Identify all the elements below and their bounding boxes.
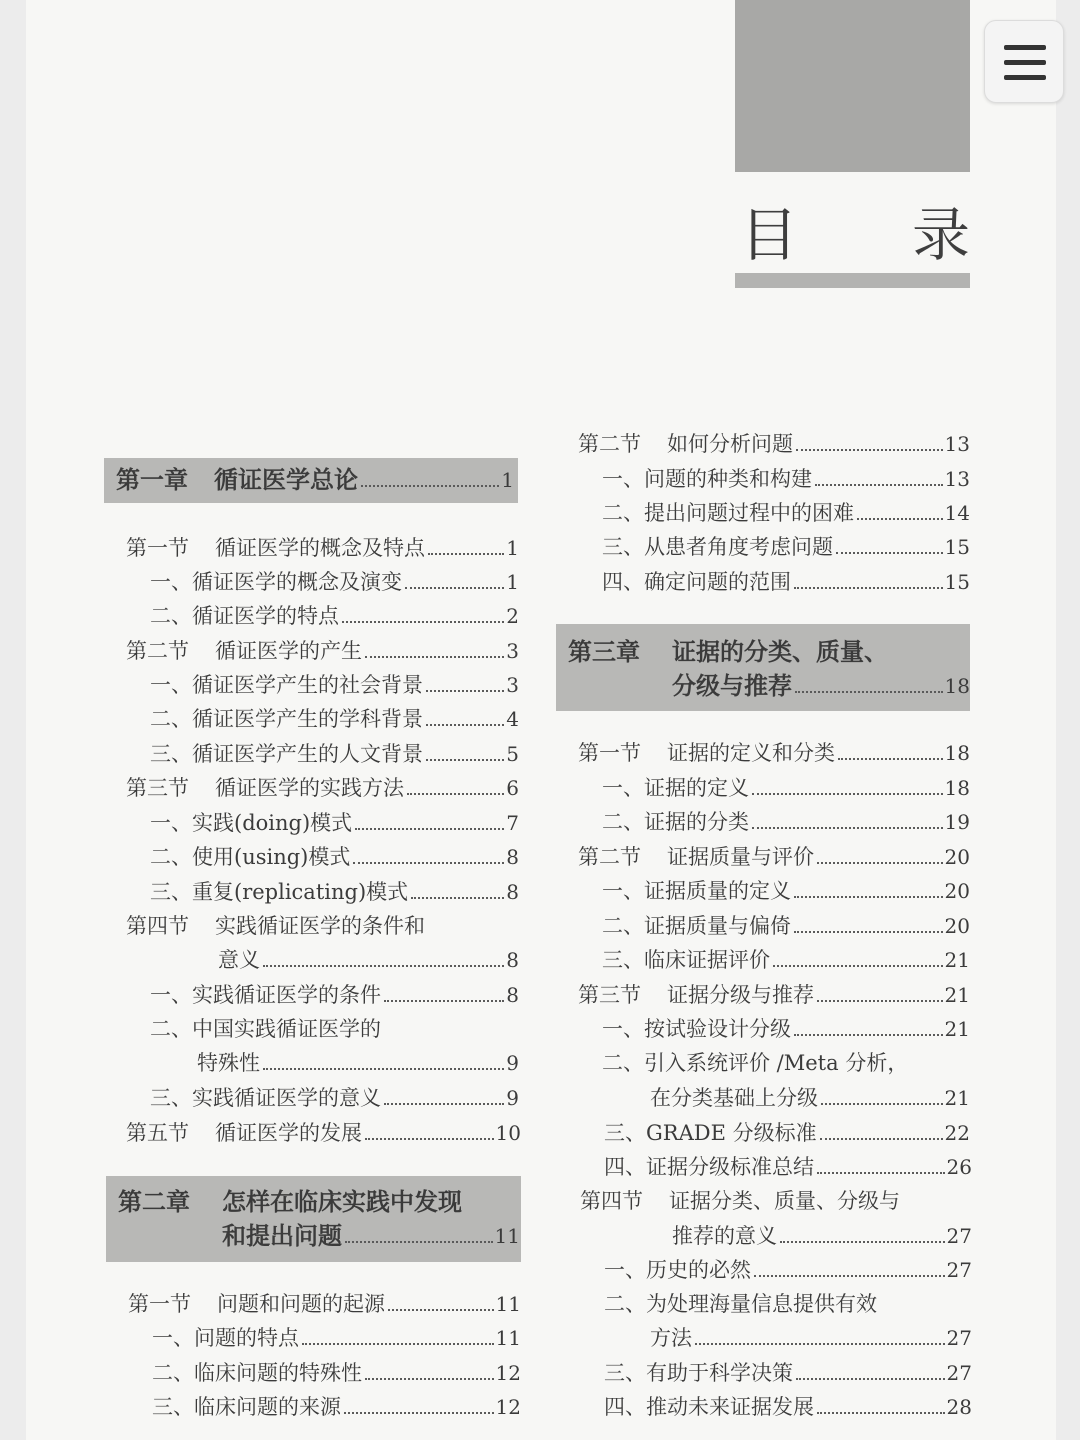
- toc-item[interactable]: [602, 566, 970, 598]
- page-number: 21: [944, 1086, 970, 1110]
- leader-dots: [817, 862, 943, 864]
- toc-item[interactable]: [150, 841, 519, 873]
- item-title: 一、问题的特点: [152, 1326, 299, 1350]
- leader-dots: [780, 1241, 945, 1243]
- leader-dots: [796, 449, 943, 451]
- section-title: 证据质量与评价: [667, 845, 814, 869]
- section-number: 第五节: [126, 1121, 189, 1145]
- toc-section[interactable]: [126, 910, 519, 942]
- section-title-line2: 推荐的意义: [672, 1224, 777, 1248]
- toc-item[interactable]: [602, 531, 970, 563]
- leader-dots: [773, 965, 943, 967]
- toc-item[interactable]: [602, 1047, 970, 1079]
- section-title-line2: 意义: [218, 948, 260, 972]
- toc-item[interactable]: [602, 806, 970, 838]
- section-title-line1: 证据分类、质量、分级与: [669, 1189, 900, 1213]
- page-number: 11: [494, 1224, 520, 1248]
- leader-dots: [388, 1309, 494, 1311]
- item-title: 一、循证医学产生的社会背景: [150, 673, 423, 697]
- item-title: 三、有助于科学决策: [604, 1361, 793, 1385]
- leader-dots: [365, 656, 504, 658]
- toc-item[interactable]: [150, 738, 519, 770]
- leader-dots: [794, 931, 943, 933]
- item-title: 四、证据分级标准总结: [604, 1155, 814, 1179]
- leader-dots: [796, 1378, 945, 1380]
- leader-dots: [752, 827, 943, 829]
- toc-item[interactable]: [150, 703, 519, 735]
- item-title-line1: 二、中国实践循证医学的: [150, 1017, 381, 1041]
- toc-section-cont[interactable]: [218, 944, 519, 976]
- item-title: 三、临床问题的来源: [152, 1395, 341, 1419]
- page-number: 7: [506, 811, 519, 835]
- leader-dots: [695, 1343, 945, 1345]
- section-number: 第四节: [580, 1189, 643, 1213]
- item-title: 三、临床证据评价: [602, 948, 770, 972]
- toc-section[interactable]: [126, 532, 519, 564]
- section-title-line1: 实践循证医学的条件和: [215, 914, 425, 938]
- leader-dots: [821, 1103, 943, 1105]
- item-title: 二、证据的分类: [602, 810, 749, 834]
- toc-section-cont[interactable]: [672, 1220, 972, 1252]
- item-title: 一、实践循证医学的条件: [150, 983, 381, 1007]
- item-title: 一、按试验设计分级: [602, 1017, 791, 1041]
- page-number: 18: [944, 741, 970, 765]
- section-number: 第四节: [126, 914, 189, 938]
- page-number: 1: [506, 536, 519, 560]
- section-number: 第二节: [578, 432, 641, 456]
- toc-item[interactable]: [604, 1254, 972, 1286]
- toc-item[interactable]: [602, 875, 970, 907]
- section-number: 第二节: [126, 639, 189, 663]
- section-title: 循证医学的实践方法: [215, 776, 404, 800]
- leader-dots: [344, 1412, 494, 1414]
- chapter-2-banner[interactable]: [106, 1176, 521, 1262]
- toc-section[interactable]: [126, 635, 519, 667]
- page-number: 3: [506, 673, 519, 697]
- page-number: 21: [944, 983, 970, 1007]
- item-title: 二、证据质量与偏倚: [602, 914, 791, 938]
- leader-dots: [355, 828, 504, 830]
- section-title: 循证医学的发展: [215, 1121, 362, 1145]
- leader-dots: [263, 1068, 504, 1070]
- leader-dots: [426, 724, 504, 726]
- leader-dots: [820, 1138, 943, 1140]
- leader-dots: [428, 553, 504, 555]
- toc-item[interactable]: [152, 1357, 521, 1389]
- page-number: 20: [944, 879, 970, 903]
- item-title-line1: 二、引入系统评价 /Meta 分析，: [602, 1051, 909, 1075]
- toc-item[interactable]: [152, 1322, 521, 1354]
- leader-dots: [857, 518, 943, 520]
- item-title: 三、重复(replicating)模式: [150, 880, 409, 904]
- page-number: 19: [944, 810, 970, 834]
- hamburger-icon-line: [1004, 60, 1046, 65]
- leader-dots: [817, 1000, 943, 1002]
- item-title: 二、提出问题过程中的困难: [602, 501, 854, 525]
- leader-dots: [405, 587, 504, 589]
- chapter-number: 第三章: [568, 637, 640, 666]
- leader-dots: [815, 484, 943, 486]
- toc-section[interactable]: [578, 841, 970, 873]
- section-number: 第一节: [128, 1292, 191, 1316]
- hamburger-icon-line: [1004, 75, 1046, 80]
- item-title: 二、循证医学的特点: [150, 604, 339, 628]
- chapter-title: 循证医学总论: [214, 465, 358, 494]
- toc-item[interactable]: [602, 944, 970, 976]
- leader-dots: [426, 759, 504, 761]
- item-title: 四、推动未来证据发展: [604, 1395, 814, 1419]
- leader-dots: [817, 1172, 945, 1174]
- page-number: 8: [506, 845, 519, 869]
- page-number: 21: [944, 948, 970, 972]
- toc-item[interactable]: [602, 772, 970, 804]
- page-number: 22: [944, 1121, 970, 1145]
- page-number: 14: [944, 501, 970, 525]
- page-number: 18: [944, 776, 970, 800]
- item-title: 一、历史的必然: [604, 1258, 751, 1282]
- page-number: 8: [506, 948, 519, 972]
- leader-dots: [345, 1241, 493, 1243]
- leader-dots: [342, 621, 504, 623]
- toc-item[interactable]: [150, 566, 519, 598]
- page-number: 27: [946, 1224, 972, 1248]
- section-number: 第一节: [578, 741, 641, 765]
- page-number: 26: [946, 1155, 972, 1179]
- section-title: 如何分析问题: [667, 432, 793, 456]
- toc-item[interactable]: [604, 1357, 972, 1389]
- chapter-title-line1: 怎样在临床实践中发现: [222, 1187, 462, 1216]
- toc-section[interactable]: [126, 772, 519, 804]
- page-number: 13: [944, 467, 970, 491]
- item-title: 二、使用(using)模式: [150, 845, 351, 869]
- leader-dots: [752, 793, 943, 795]
- leader-dots: [361, 485, 499, 487]
- leader-dots: [353, 862, 504, 864]
- page-number: 4: [506, 707, 519, 731]
- chapter-number: 第一章: [116, 465, 188, 494]
- page-number: 13: [944, 432, 970, 456]
- leader-dots: [836, 552, 943, 554]
- leader-dots: [384, 1000, 504, 1002]
- toc-item[interactable]: [602, 497, 970, 529]
- leader-dots: [795, 691, 943, 693]
- section-number: 第三节: [126, 776, 189, 800]
- page-number: 2: [506, 604, 519, 628]
- toc-item[interactable]: [150, 669, 519, 701]
- page-number: 10: [495, 1121, 521, 1145]
- header-decoration-block: [735, 0, 970, 172]
- page-title-char-1: 目: [740, 201, 799, 269]
- page-number: 9: [506, 1051, 519, 1075]
- page-number: 5: [506, 742, 519, 766]
- leader-dots: [754, 1275, 945, 1277]
- page-number: 28: [946, 1395, 972, 1419]
- page-number: 6: [506, 776, 519, 800]
- hamburger-icon-line: [1004, 45, 1046, 50]
- section-number: 第三节: [578, 983, 641, 1007]
- chapter-title-line2: 分级与推荐: [672, 671, 792, 700]
- item-title: 三、循证医学产生的人文背景: [150, 742, 423, 766]
- page-number: 11: [495, 1292, 521, 1316]
- page-number: 1: [501, 468, 514, 492]
- page-number: 15: [944, 570, 970, 594]
- toc-item-cont[interactable]: [650, 1082, 970, 1114]
- page-number: 8: [506, 983, 519, 1007]
- leader-dots: [407, 793, 504, 795]
- leader-dots: [794, 896, 943, 898]
- item-title: 一、实践(doing)模式: [150, 811, 353, 835]
- chapter-number: 第二章: [118, 1187, 190, 1216]
- item-title-line2: 在分类基础上分级: [650, 1086, 818, 1110]
- page-number: 8: [506, 880, 519, 904]
- page-number: 3: [506, 639, 519, 663]
- toc-item[interactable]: [602, 1013, 970, 1045]
- item-title: 二、临床问题的特殊性: [152, 1361, 362, 1385]
- page-title-char-2: 录: [912, 201, 971, 269]
- toc-section[interactable]: [580, 1185, 972, 1217]
- title-underline-bar: [735, 273, 970, 288]
- toc-item[interactable]: [150, 979, 519, 1011]
- section-title: 问题和问题的起源: [217, 1292, 385, 1316]
- item-title: 三、GRADE 分级标准: [604, 1121, 817, 1145]
- chapter-1-banner[interactable]: [104, 458, 518, 503]
- item-title: 一、证据质量的定义: [602, 879, 791, 903]
- leader-dots: [838, 758, 943, 760]
- toc-section[interactable]: [578, 737, 970, 769]
- page-number: 20: [944, 914, 970, 938]
- item-title: 二、循证医学产生的学科背景: [150, 707, 423, 731]
- toc-item[interactable]: [152, 1391, 521, 1423]
- item-title-line2: 特殊性: [197, 1051, 260, 1075]
- leader-dots: [365, 1138, 494, 1140]
- leader-dots: [794, 1034, 943, 1036]
- menu-button[interactable]: [984, 20, 1064, 103]
- section-number: 第一节: [126, 536, 189, 560]
- toc-section[interactable]: [578, 979, 970, 1011]
- toc-item[interactable]: [150, 1013, 519, 1045]
- section-title: 循证医学的概念及特点: [215, 536, 425, 560]
- section-title: 循证医学的产生: [215, 639, 362, 663]
- leader-dots: [384, 1103, 504, 1105]
- toc-section[interactable]: [128, 1288, 521, 1320]
- toc-item[interactable]: [604, 1117, 970, 1149]
- section-number: 第二节: [578, 845, 641, 869]
- leader-dots: [411, 897, 504, 899]
- item-title-line2: 方法: [650, 1326, 692, 1350]
- page-number: 27: [946, 1326, 972, 1350]
- toc-item[interactable]: [150, 1082, 519, 1114]
- toc-item-cont[interactable]: [197, 1047, 519, 1079]
- toc-item[interactable]: [602, 910, 970, 942]
- leader-dots: [426, 690, 504, 692]
- leader-dots: [263, 965, 504, 967]
- toc-item[interactable]: [150, 807, 519, 839]
- page-number: 27: [946, 1361, 972, 1385]
- toc-item[interactable]: [604, 1151, 972, 1183]
- page-number: 27: [946, 1258, 972, 1282]
- chapter-title-line2: 和提出问题: [222, 1221, 342, 1250]
- page-number: 18: [944, 674, 970, 698]
- item-title: 三、从患者角度考虑问题: [602, 535, 833, 559]
- page-number: 20: [944, 845, 970, 869]
- toc-item[interactable]: [150, 600, 519, 632]
- toc-item[interactable]: [602, 463, 970, 495]
- leader-dots: [365, 1378, 494, 1380]
- page-number: 21: [944, 1017, 970, 1041]
- page-number: 1: [506, 570, 519, 594]
- item-title: 一、证据的定义: [602, 776, 749, 800]
- page-title: [740, 188, 971, 269]
- item-title-line1: 二、为处理海量信息提供有效: [604, 1292, 877, 1316]
- page-number: 9: [506, 1086, 519, 1110]
- toc-item[interactable]: [604, 1288, 972, 1320]
- item-title: 一、循证医学的概念及演变: [150, 570, 402, 594]
- item-title: 四、确定问题的范围: [602, 570, 791, 594]
- toc-section[interactable]: [578, 428, 970, 460]
- item-title: 一、问题的种类和构建: [602, 467, 812, 491]
- page-number: 12: [495, 1395, 521, 1419]
- page-number: 15: [944, 535, 970, 559]
- chapter-title-line1: 证据的分类、质量、: [672, 637, 888, 666]
- section-title: 证据的定义和分类: [667, 741, 835, 765]
- section-title: 证据分级与推荐: [667, 983, 814, 1007]
- page-number: 11: [495, 1326, 521, 1350]
- leader-dots: [817, 1412, 945, 1414]
- toc-item-cont[interactable]: [650, 1322, 972, 1354]
- item-title: 三、实践循证医学的意义: [150, 1086, 381, 1110]
- toc-item[interactable]: [604, 1391, 972, 1423]
- page-number: 12: [495, 1361, 521, 1385]
- leader-dots: [794, 587, 943, 589]
- toc-item[interactable]: [150, 876, 519, 908]
- leader-dots: [302, 1343, 494, 1345]
- chapter-3-banner[interactable]: [556, 624, 970, 711]
- toc-section[interactable]: [126, 1117, 521, 1149]
